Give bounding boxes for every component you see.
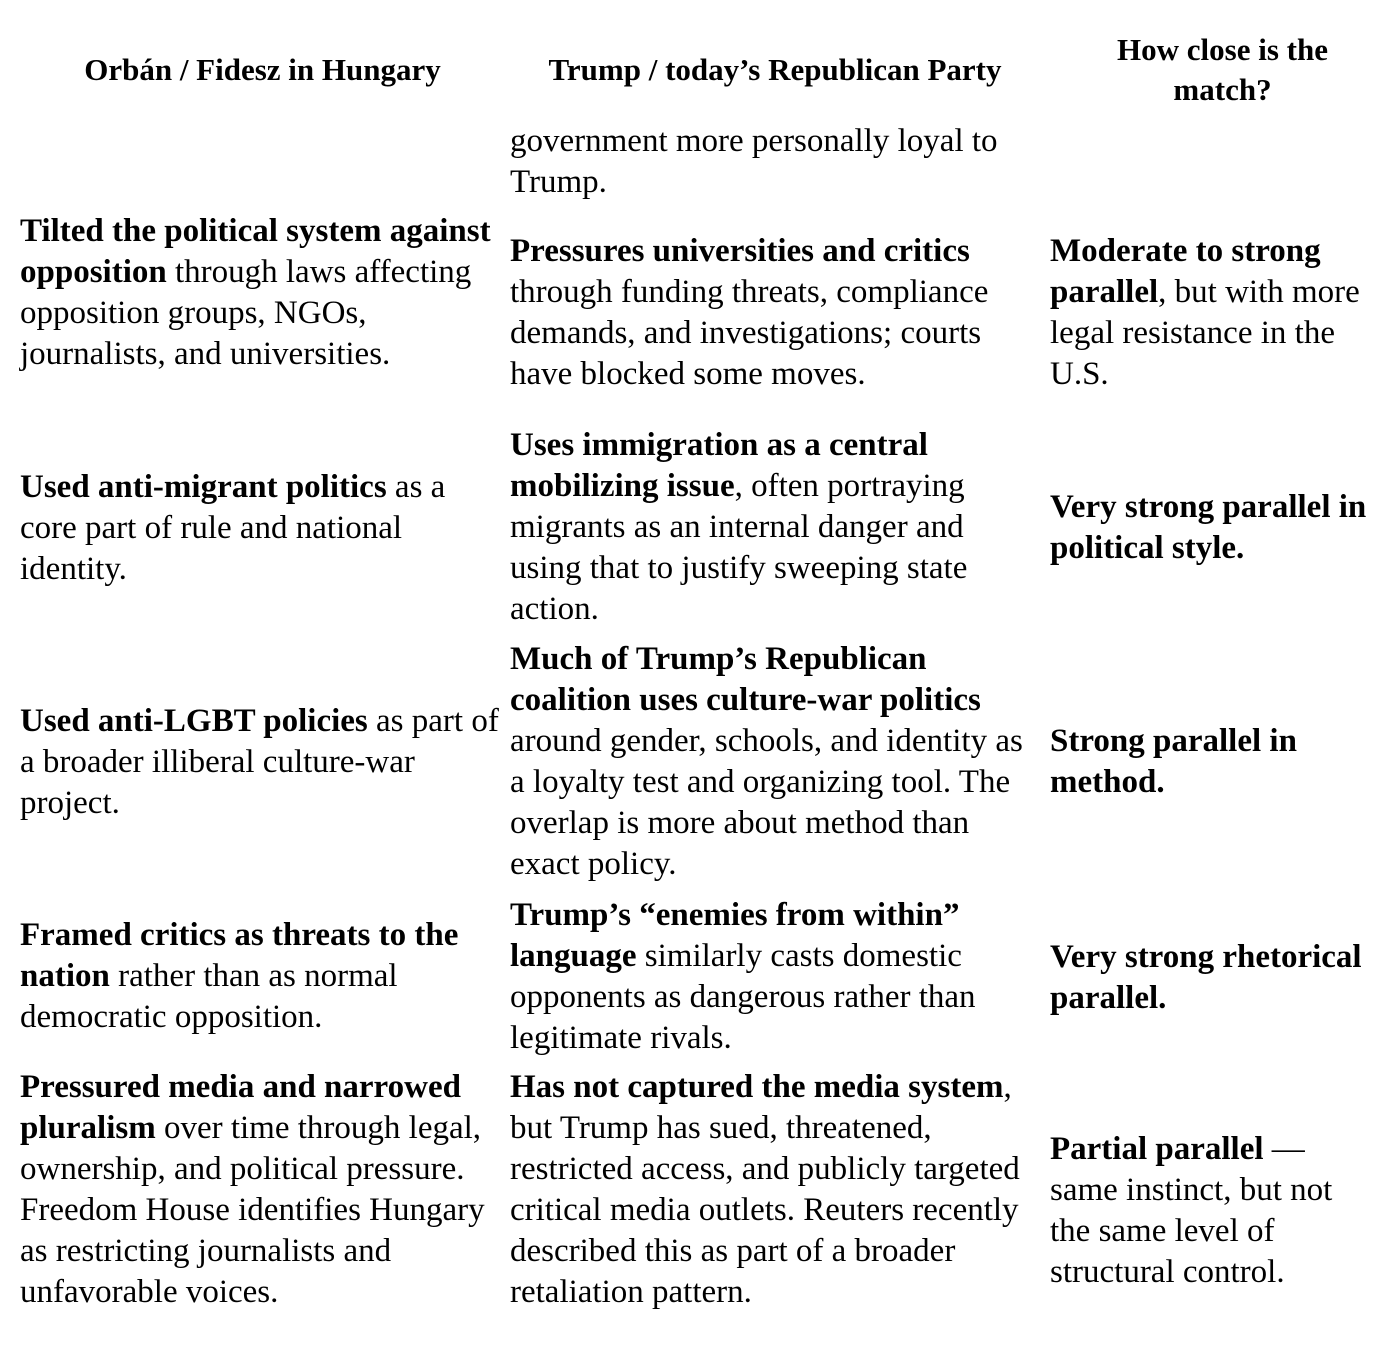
- cell-emphasis: Used anti-migrant politics: [20, 469, 387, 505]
- table-cell-us: [510, 639, 1040, 885]
- table-cell-us: [510, 425, 1040, 630]
- table-cell-hungary: [20, 701, 505, 824]
- cell-text: through funding threats, compliance demands, and investigations; courts have blocked some moves.: [510, 274, 989, 392]
- cell-text: — same instinct, but not the same level of structural control.: [1050, 1131, 1333, 1290]
- cell-text: through laws affecting opposition groups, NGOs, journalists, and universities.: [20, 254, 472, 372]
- column-header-match: How close is the match?: [1117, 32, 1328, 107]
- cell-emphasis: Used anti-LGBT policies: [20, 703, 368, 739]
- cell-emphasis: Trump’s “enemies from within” language: [510, 897, 960, 974]
- cell-text: , often portraying migrants as an internal danger and using that to justify sweeping state action.: [510, 468, 968, 627]
- table-cell-hungary: [20, 467, 505, 590]
- cell-emphasis: Pressures universities and critics: [510, 233, 970, 269]
- cell-emphasis: Uses immigration as a central mobilizing issue: [510, 427, 928, 504]
- cell-text: similarly casts domestic opponents as dangerous rather than legitimate rivals.: [510, 938, 976, 1056]
- cell-emphasis: Pressured media and narrowed pluralism: [20, 1069, 461, 1146]
- cell-emphasis: Partial parallel: [1050, 1131, 1264, 1167]
- cell-text: over time through legal, ownership, and political pressure. Freedom House identifies Hungary as restricting journalists and unfavorable voices.: [20, 1110, 485, 1310]
- table-cell-match: [1050, 487, 1390, 569]
- cell-emphasis: Has not captured the media system: [510, 1069, 1004, 1105]
- cell-emphasis: Much of Trump’s Republican coalition uses culture-war politics: [510, 641, 981, 718]
- table-cell-match: [1050, 937, 1390, 1019]
- cell-emphasis: Framed critics as threats to the nation: [20, 917, 459, 994]
- cell-emphasis: Tilted the political system against opposition: [20, 213, 491, 290]
- cell-text: , but with more legal resistance in the U.S.: [1050, 274, 1360, 392]
- carryover-text: government more personally loyal to Trump.: [510, 123, 998, 200]
- cell-emphasis: Very strong parallel in political style.: [1050, 489, 1367, 566]
- cell-text: , but Trump has sued, threatened, restricted access, and publicly targeted critical media outlets. Reuters recently described this as part of a broader retaliation pattern.: [510, 1069, 1020, 1310]
- table-cell-match: [1050, 231, 1390, 395]
- cell-text: as a core part of rule and national identity.: [20, 469, 446, 587]
- table-cell-hungary: [20, 1067, 505, 1313]
- table-cell-us: [510, 231, 1040, 395]
- table-cell-hungary: [20, 915, 505, 1038]
- column-header-hungary: Orbán / Fidesz in Hungary: [84, 52, 441, 87]
- cell-text: rather than as normal democratic opposition.: [20, 958, 398, 1035]
- table-cell-us: [510, 1067, 1040, 1313]
- cell-emphasis: Strong parallel in method.: [1050, 723, 1297, 800]
- table-cell-match: [1050, 721, 1390, 803]
- cell-text: around gender, schools, and identity as a loyalty test and organizing tool. The overlap is more about method than exact policy.: [510, 723, 1023, 882]
- cell-emphasis: Very strong rhetorical parallel.: [1050, 939, 1362, 1016]
- table-cell-hungary: [20, 211, 505, 375]
- table-cell-us: [510, 895, 1040, 1059]
- cell-emphasis: Moderate to strong parallel: [1050, 233, 1321, 310]
- column-header-us: Trump / today’s Republican Party: [548, 52, 1002, 87]
- cell-text: as part of a broader illiberal culture-war project.: [20, 703, 499, 821]
- table-cell-match: [1050, 1129, 1390, 1293]
